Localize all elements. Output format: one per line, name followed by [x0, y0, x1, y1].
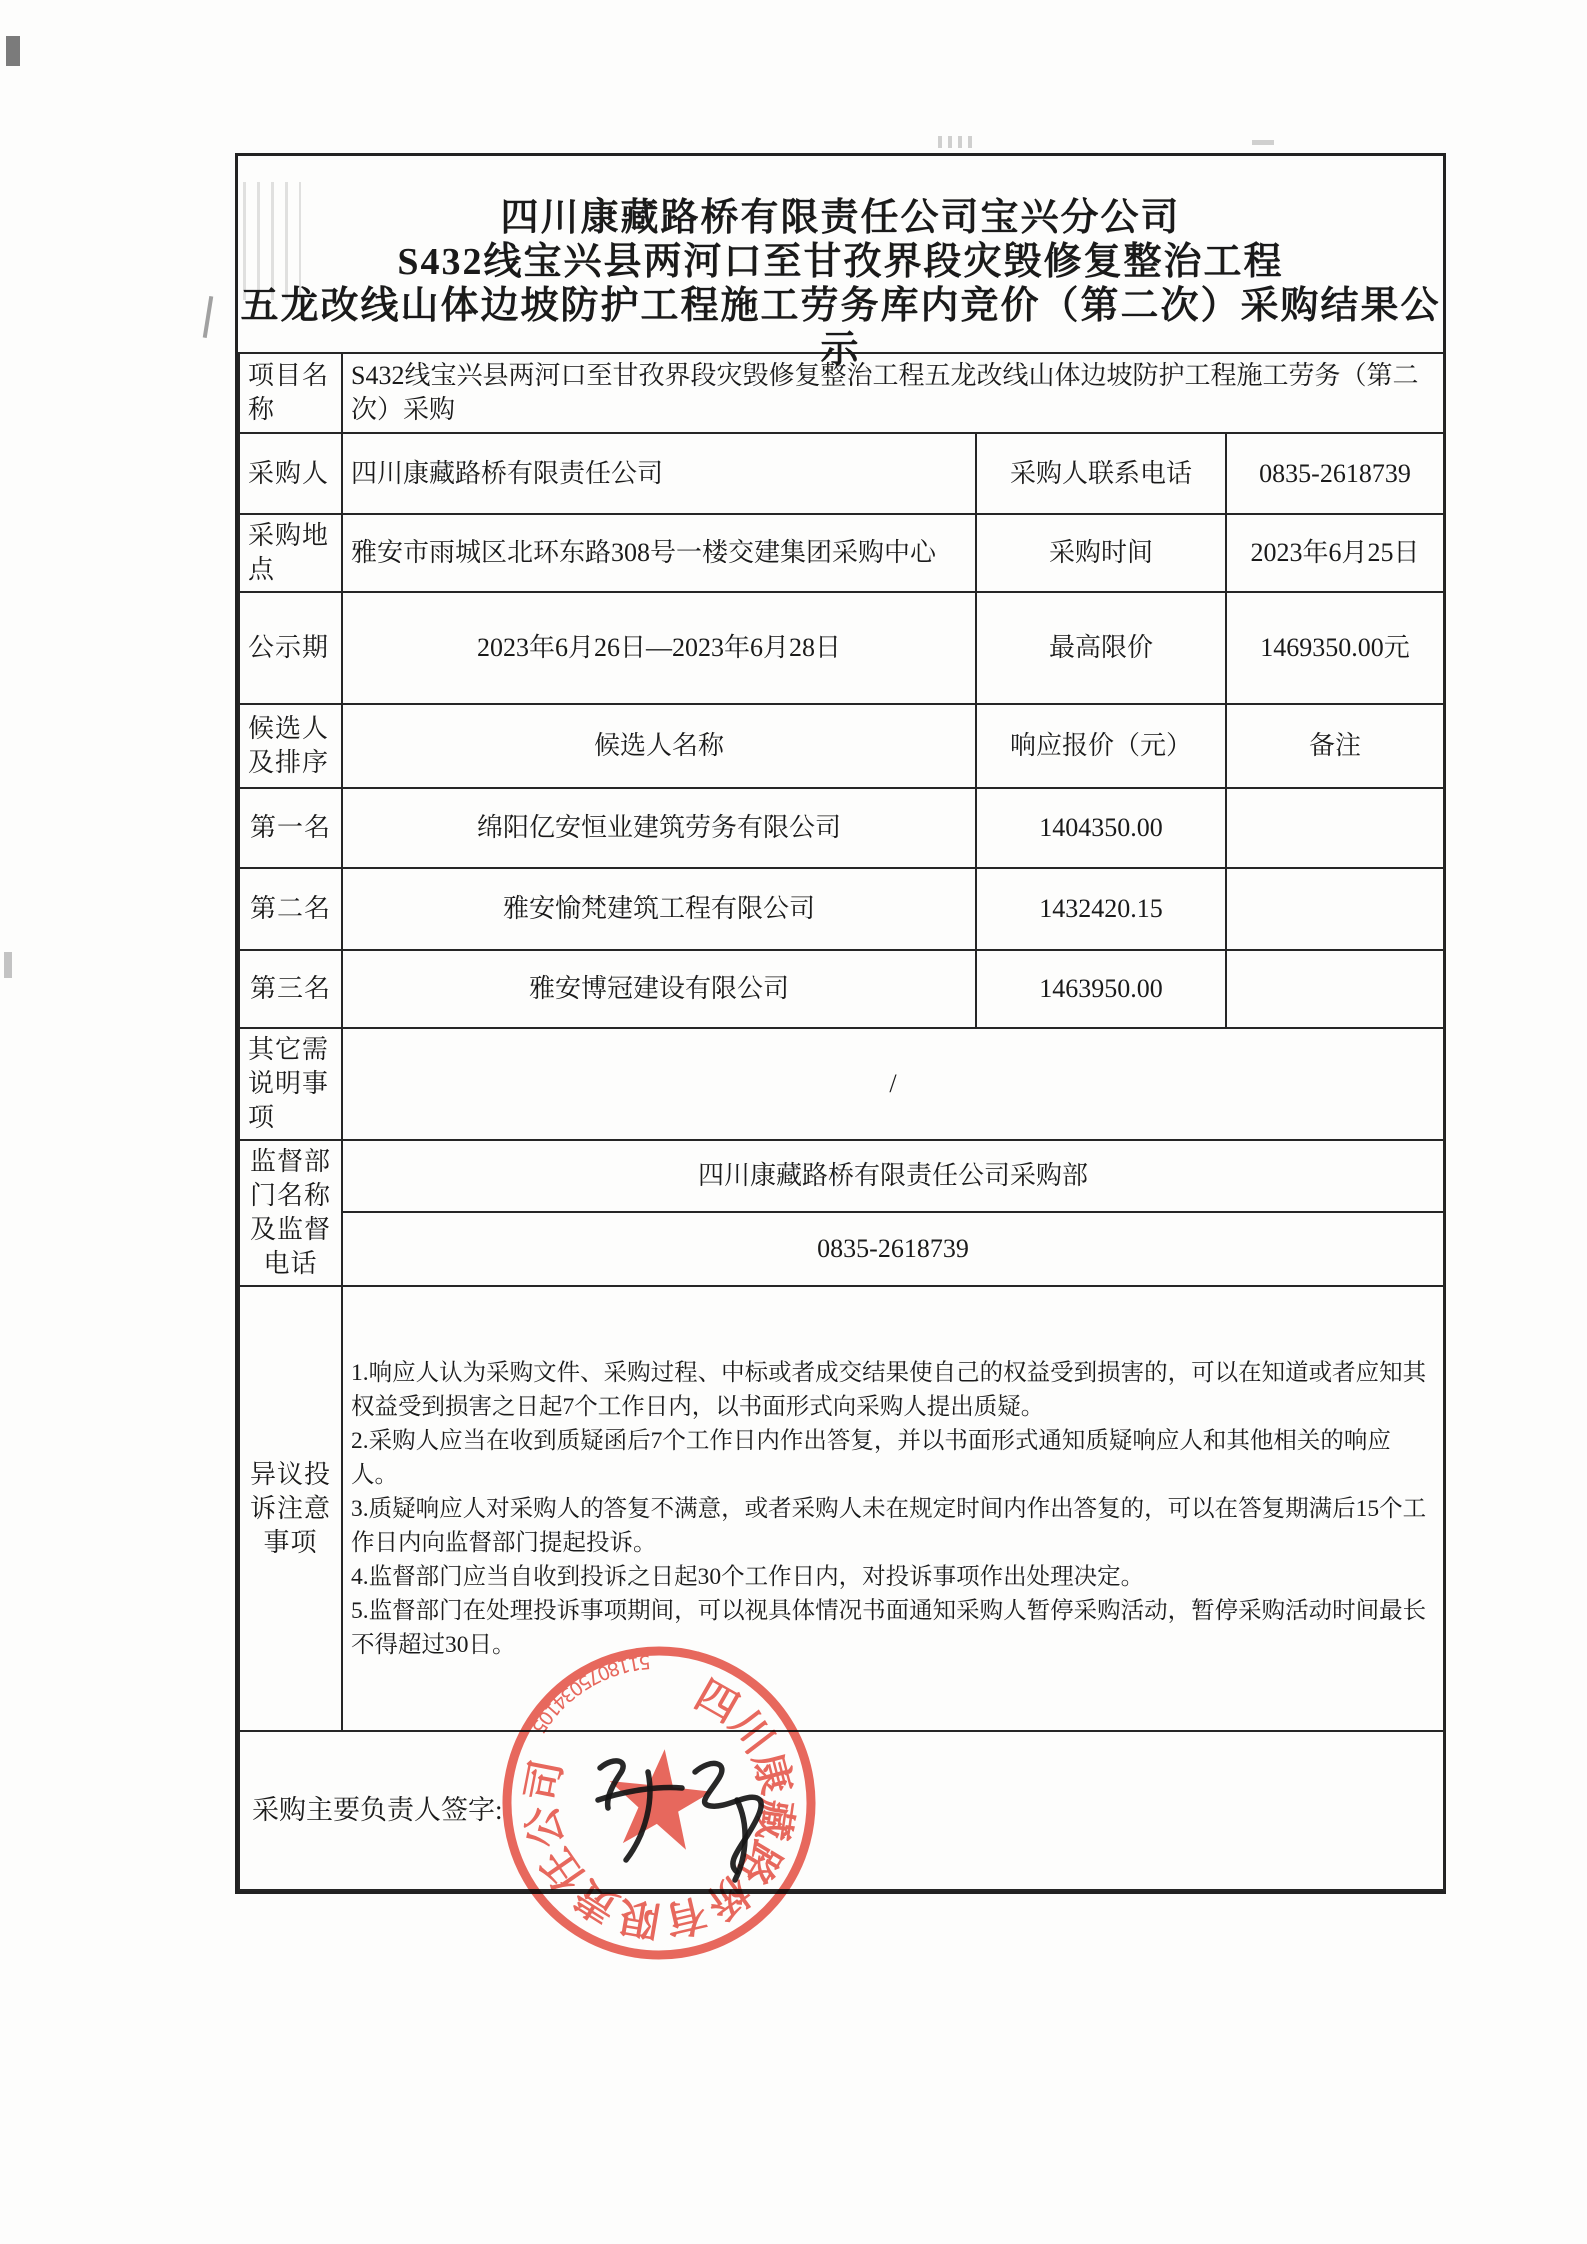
- supervision-phone: 0835-2618739: [342, 1212, 1444, 1286]
- publicity-label: 公示期: [239, 592, 342, 704]
- company-title: 四川康藏路桥有限责任公司宝兴分公司: [500, 197, 1181, 239]
- candidate-3-remark: [1226, 950, 1444, 1028]
- objection-item-2: 2.采购人应当在收到质疑函后7个工作日内作出答复，并以书面形式通知质疑响应人和其他相关的响应人。: [351, 1427, 1391, 1488]
- publicity-period-value: 2023年6月26日—2023年6月28日: [342, 592, 976, 704]
- candidate-1-remark: [1226, 788, 1444, 868]
- candidate-2-rank: 第二名: [239, 868, 342, 950]
- max-price-label: 最高限价: [976, 592, 1226, 704]
- objection-label: 异议投诉注意事项: [239, 1286, 342, 1731]
- candidate-3-price: 1463950.00: [976, 950, 1226, 1028]
- candidate-1-price: 1404350.00: [976, 788, 1226, 868]
- purchaser-value: 四川康藏路桥有限责任公司: [342, 433, 976, 514]
- project-name-value: S432线宝兴县两河口至甘孜界段灾毁修复整治工程五龙改线山体边坡防护工程施工劳务（第二次）采购: [342, 353, 1444, 433]
- company-seal: [480, 1620, 850, 1990]
- table-row-candidate-3: [239, 950, 1444, 1028]
- other-notes-label: 其它需说明事项: [239, 1028, 342, 1140]
- seal-company-text: 四川康藏路桥有限责任公司: [517, 1671, 801, 1945]
- table-row-other-notes: [239, 1028, 1444, 1140]
- candidates-remark-header: 备注: [1226, 704, 1444, 788]
- scan-artifact: [1252, 140, 1274, 145]
- candidates-price-header: 响应报价（元）: [976, 704, 1226, 788]
- scan-artifact: [938, 136, 972, 148]
- candidates-rank-header: 候选人及排序: [239, 704, 342, 788]
- candidate-1-name: 绵阳亿安恒业建筑劳务有限公司: [342, 788, 976, 868]
- seal-number-text: 5118075034105: [527, 1650, 652, 1737]
- table-row-purchaser: [239, 433, 1444, 514]
- table-row-supervision-phone: [239, 1212, 1444, 1286]
- candidate-2-remark: [1226, 868, 1444, 950]
- table-row-project: [239, 353, 1444, 433]
- table-row-candidates-header: [239, 704, 1444, 788]
- scan-artifact: [203, 296, 214, 338]
- scan-artifact: [6, 36, 20, 66]
- purchase-time-value: 2023年6月25日: [1226, 514, 1444, 592]
- location-value: 雅安市雨城区北环东路308号一楼交建集团采购中心: [342, 514, 976, 592]
- objection-item-5: 5.监督部门在处理投诉事项期间，可以视具体情况书面通知采购人暂停采购活动，暂停采购活动时间最长不得超过30日。: [351, 1597, 1427, 1658]
- scan-artifact: [4, 952, 12, 978]
- table-row-supervision-dept: [239, 1140, 1444, 1212]
- table-row-candidate-2: [239, 868, 1444, 950]
- signature-label: 采购主要负责人签字:: [252, 1795, 503, 1825]
- other-notes-value: /: [342, 1028, 1444, 1140]
- seal-stamp-group: [480, 1620, 850, 1990]
- candidate-2-price: 1432420.15: [976, 868, 1226, 950]
- max-price-value: 1469350.00元: [1226, 592, 1444, 704]
- table-row-candidate-1: [239, 788, 1444, 868]
- candidate-3-name: 雅安博冠建设有限公司: [342, 950, 976, 1028]
- objection-item-4: 4.监督部门应当自收到投诉之日起30个工作日内，对投诉事项作出处理决定。: [351, 1563, 1145, 1590]
- candidate-2-name: 雅安愉梵建筑工程有限公司: [342, 868, 976, 950]
- purchaser-phone-value: 0835-2618739: [1226, 433, 1444, 514]
- objection-item-1: 1.响应人认为采购文件、采购过程、中标或者成交结果使自己的权益受到损害的，可以在知道或者应知其权益受到损害之日起7个工作日内，以书面形式向采购人提出质疑。: [351, 1359, 1427, 1420]
- supervision-label: 监督部门名称及监督电话: [239, 1140, 342, 1286]
- project-title: S432线宝兴县两河口至甘孜界段灾毁修复整治工程: [397, 241, 1284, 283]
- announcement-title: 五龙改线山体边坡防护工程施工劳务库内竞价（第二次）采购结果公示: [240, 285, 1441, 371]
- document-title-block: [238, 156, 1443, 371]
- candidates-name-header: 候选人名称: [342, 704, 976, 788]
- purchaser-label: 采购人: [239, 433, 342, 514]
- location-label: 采购地点: [239, 514, 342, 592]
- supervision-department: 四川康藏路桥有限责任公司采购部: [342, 1140, 1444, 1212]
- table-row-location: [239, 514, 1444, 592]
- project-name-label: 项目名称: [239, 353, 342, 433]
- candidate-3-rank: 第三名: [239, 950, 342, 1028]
- purchaser-phone-label: 采购人联系电话: [976, 433, 1226, 514]
- purchase-time-label: 采购时间: [976, 514, 1226, 592]
- table-row-publicity: [239, 592, 1444, 704]
- candidate-1-rank: 第一名: [239, 788, 342, 868]
- objection-item-3: 3.质疑响应人对采购人的答复不满意，或者采购人未在规定时间内作出答复的，可以在答复期满后15个工作日内向监督部门提起投诉。: [351, 1495, 1427, 1556]
